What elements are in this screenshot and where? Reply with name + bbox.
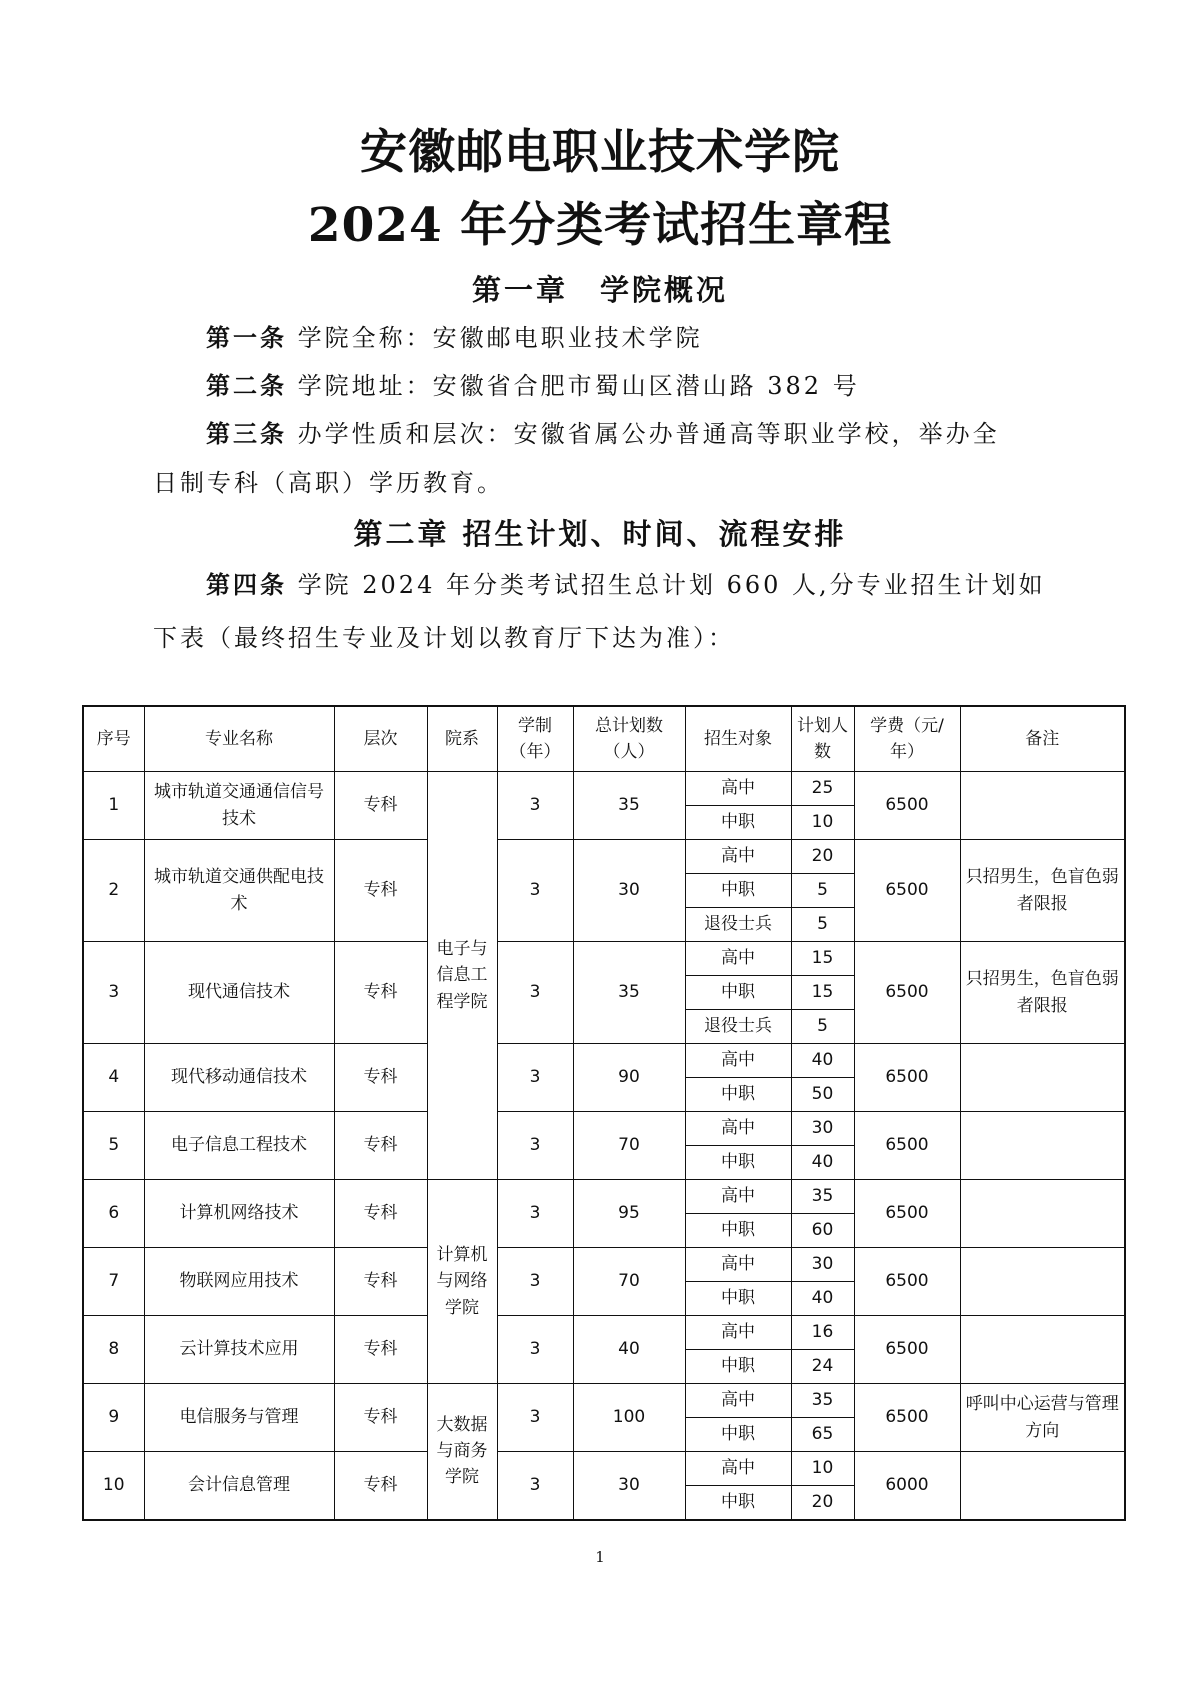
row-target: 高中 [685, 1452, 791, 1486]
row-total: 30 [573, 1452, 685, 1520]
row-no: 8 [83, 1316, 144, 1384]
row-total: 70 [573, 1248, 685, 1316]
row-major: 城市轨道交通供配电技术 [144, 840, 334, 942]
row-total: 90 [573, 1044, 685, 1112]
row-plan-count: 15 [791, 942, 854, 976]
header-department: 院系 [427, 706, 497, 772]
article-1-text: 学院全称：安徽邮电职业技术学院 [297, 324, 703, 352]
table-row [83, 840, 1125, 874]
row-no: 1 [83, 772, 144, 840]
row-note [960, 1044, 1125, 1112]
row-total: 70 [573, 1112, 685, 1180]
header-major: 专业名称 [144, 706, 334, 772]
article-4 [206, 565, 1046, 600]
table-row [83, 1112, 1125, 1146]
row-target: 中职 [685, 1078, 791, 1112]
row-department: 电子与信息工程学院 [427, 772, 497, 1180]
row-years: 3 [497, 1384, 573, 1452]
row-target: 高中 [685, 772, 791, 806]
row-major: 现代通信技术 [144, 942, 334, 1044]
row-level: 专科 [334, 1044, 427, 1112]
row-no: 7 [83, 1248, 144, 1316]
row-target: 中职 [685, 1282, 791, 1316]
row-note [960, 1112, 1125, 1180]
article-2-text: 学院地址：安徽省合肥市蜀山区潜山路 382 号 [297, 372, 860, 400]
row-no: 10 [83, 1452, 144, 1520]
table-row [83, 1180, 1125, 1214]
row-target: 高中 [685, 840, 791, 874]
row-no: 4 [83, 1044, 144, 1112]
row-total: 35 [573, 942, 685, 1044]
row-target: 高中 [685, 1044, 791, 1078]
row-no: 2 [83, 840, 144, 942]
article-1-label: 第一条 [206, 323, 287, 352]
row-target: 中职 [685, 1418, 791, 1452]
chapter-1-heading: 第一章 学院概况 [471, 273, 728, 307]
row-plan-count: 10 [791, 1452, 854, 1486]
row-plan-count: 16 [791, 1316, 854, 1350]
table-row [83, 1452, 1125, 1486]
row-note: 只招男生，色盲色弱者限报 [960, 942, 1125, 1044]
row-no: 5 [83, 1112, 144, 1180]
row-target: 高中 [685, 1248, 791, 1282]
row-target: 高中 [685, 1112, 791, 1146]
row-total: 95 [573, 1180, 685, 1248]
article-1 [206, 318, 703, 353]
row-note: 只招男生，色盲色弱者限报 [960, 840, 1125, 942]
row-plan-count: 30 [791, 1112, 854, 1146]
row-level: 专科 [334, 840, 427, 942]
table-row [83, 1248, 1125, 1282]
row-fee: 6500 [854, 1112, 960, 1180]
row-plan-count: 25 [791, 772, 854, 806]
row-plan-count: 40 [791, 1146, 854, 1180]
row-fee: 6500 [854, 840, 960, 942]
row-note [960, 1452, 1125, 1520]
article-4-continued: 下表（最终招生专业及计划以教育厅下达为准）： [153, 624, 735, 652]
row-target: 高中 [685, 942, 791, 976]
row-plan-count: 60 [791, 1214, 854, 1248]
row-target: 中职 [685, 1146, 791, 1180]
header-years: 学制（年） [497, 706, 573, 772]
row-level: 专科 [334, 942, 427, 1044]
row-note [960, 1180, 1125, 1248]
row-note [960, 772, 1125, 840]
row-target: 中职 [685, 874, 791, 908]
header-note: 备注 [960, 706, 1125, 772]
row-plan-count: 5 [791, 1010, 854, 1044]
row-plan-count: 20 [791, 1486, 854, 1520]
table-row [83, 1044, 1125, 1078]
header-fee: 学费（元/年） [854, 706, 960, 772]
table-row [83, 1384, 1125, 1418]
row-plan-count: 24 [791, 1350, 854, 1384]
article-3-text-1: 办学性质和层次：安徽省属公办普通高等职业学校，举办全 [297, 420, 1000, 448]
row-years: 3 [497, 1316, 573, 1384]
row-target: 退役士兵 [685, 1010, 791, 1044]
row-fee: 6500 [854, 1180, 960, 1248]
header-total: 总计划数（人） [573, 706, 685, 772]
row-years: 3 [497, 772, 573, 840]
article-2 [206, 366, 860, 401]
row-fee: 6500 [854, 1044, 960, 1112]
article-3 [206, 414, 1000, 449]
row-total: 30 [573, 840, 685, 942]
row-level: 专科 [334, 1452, 427, 1520]
row-level: 专科 [334, 772, 427, 840]
row-plan-count: 30 [791, 1248, 854, 1282]
table-row [83, 772, 1125, 806]
row-fee: 6500 [854, 1316, 960, 1384]
row-major: 电信服务与管理 [144, 1384, 334, 1452]
row-major: 会计信息管理 [144, 1452, 334, 1520]
row-major: 物联网应用技术 [144, 1248, 334, 1316]
row-total: 35 [573, 772, 685, 840]
row-years: 3 [497, 1112, 573, 1180]
row-plan-count: 40 [791, 1044, 854, 1078]
row-target: 退役士兵 [685, 908, 791, 942]
row-note [960, 1316, 1125, 1384]
row-plan-count: 5 [791, 908, 854, 942]
row-department: 计算机与网络学院 [427, 1180, 497, 1384]
row-years: 3 [497, 1180, 573, 1248]
row-fee: 6500 [854, 1384, 960, 1452]
chapter-2-heading: 第二章 招生计划、时间、流程安排 [353, 517, 847, 551]
row-target: 高中 [685, 1316, 791, 1350]
row-fee: 6000 [854, 1452, 960, 1520]
header-target: 招生对象 [685, 706, 791, 772]
row-major: 现代移动通信技术 [144, 1044, 334, 1112]
row-level: 专科 [334, 1180, 427, 1248]
header-level: 层次 [334, 706, 427, 772]
row-years: 3 [497, 1044, 573, 1112]
row-plan-count: 20 [791, 840, 854, 874]
article-4-label: 第四条 [206, 570, 287, 599]
row-fee: 6500 [854, 772, 960, 840]
enrollment-plan-table [82, 705, 1126, 1521]
row-years: 3 [497, 1248, 573, 1316]
row-plan-count: 65 [791, 1418, 854, 1452]
row-no: 3 [83, 942, 144, 1044]
row-level: 专科 [334, 1316, 427, 1384]
title-line-1: 安徽邮电职业技术学院 [360, 125, 840, 180]
row-target: 中职 [685, 1486, 791, 1520]
row-target: 中职 [685, 1350, 791, 1384]
row-no: 9 [83, 1384, 144, 1452]
row-plan-count: 15 [791, 976, 854, 1010]
row-total: 40 [573, 1316, 685, 1384]
row-plan-count: 5 [791, 874, 854, 908]
row-years: 3 [497, 942, 573, 1044]
page-number: 1 [595, 1548, 605, 1566]
row-plan-count: 35 [791, 1384, 854, 1418]
row-years: 3 [497, 1452, 573, 1520]
article-3-continued: 日制专科（高职）学历教育。 [153, 469, 504, 497]
row-no: 6 [83, 1180, 144, 1248]
table-row [83, 942, 1125, 976]
row-target: 中职 [685, 1214, 791, 1248]
row-major: 电子信息工程技术 [144, 1112, 334, 1180]
row-years: 3 [497, 840, 573, 942]
row-target: 高中 [685, 1180, 791, 1214]
title-line-2: 2024 年分类考试招生章程 [307, 198, 893, 253]
row-level: 专科 [334, 1384, 427, 1452]
row-note [960, 1248, 1125, 1316]
header-no: 序号 [83, 706, 144, 772]
article-4-text-1: 学院 2024 年分类考试招生总计划 660 人,分专业招生计划如 [297, 571, 1046, 599]
row-plan-count: 50 [791, 1078, 854, 1112]
row-major: 城市轨道交通通信信号技术 [144, 772, 334, 840]
row-target: 高中 [685, 1384, 791, 1418]
row-level: 专科 [334, 1112, 427, 1180]
row-plan-count: 10 [791, 806, 854, 840]
row-note: 呼叫中心运营与管理方向 [960, 1384, 1125, 1452]
row-major: 计算机网络技术 [144, 1180, 334, 1248]
row-major: 云计算技术应用 [144, 1316, 334, 1384]
row-fee: 6500 [854, 1248, 960, 1316]
row-target: 中职 [685, 976, 791, 1010]
row-department: 大数据与商务学院 [427, 1384, 497, 1520]
row-target: 中职 [685, 806, 791, 840]
row-plan-count: 40 [791, 1282, 854, 1316]
header-plan-count: 计划人数 [791, 706, 854, 772]
table-row [83, 1316, 1125, 1350]
row-total: 100 [573, 1384, 685, 1452]
article-3-label: 第三条 [206, 419, 287, 448]
row-plan-count: 35 [791, 1180, 854, 1214]
row-level: 专科 [334, 1248, 427, 1316]
row-fee: 6500 [854, 942, 960, 1044]
article-2-label: 第二条 [206, 371, 287, 400]
